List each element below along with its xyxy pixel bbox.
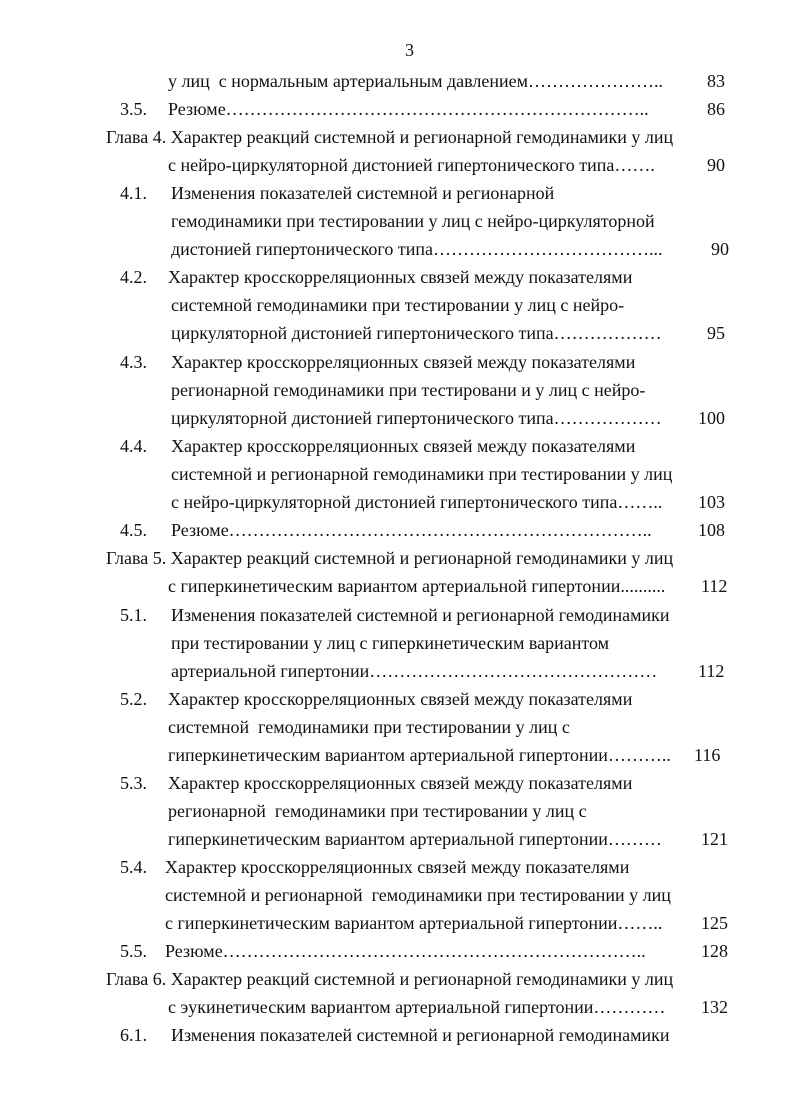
toc-line: системной гемодинамики при тестировании у лиц с bbox=[168, 717, 570, 737]
toc-chapter-title: Глава 5. Характер реакций системной и регионарной гемодинамики у лиц bbox=[106, 548, 674, 568]
toc-line: с гиперкинетическим вариантом артериальной гипертонии.......... bbox=[168, 576, 666, 596]
toc-line: Характер кросскорреляционных связей между показателями bbox=[168, 773, 633, 793]
toc-line: Резюме…………………………………………………………….. bbox=[171, 520, 652, 540]
toc-line: системной и регионарной гемодинамики при тестировании у лиц bbox=[165, 885, 671, 905]
toc-line: регионарной гемодинамики при тестировани и у лиц с нейро- bbox=[171, 380, 646, 400]
toc-line: Изменения показателей системной и регионарной bbox=[171, 183, 555, 203]
toc-chapter-title: Глава 4. Характер реакций системной и регионарной гемодинамики у лиц bbox=[106, 127, 674, 147]
toc-line: дистонией гипертонического типа………………………………... bbox=[171, 239, 663, 259]
toc-section-number: 5.3. bbox=[120, 773, 147, 793]
toc-line: Характер кросскорреляционных связей между показателями bbox=[171, 352, 636, 372]
toc-page-number: 116 bbox=[694, 745, 721, 765]
toc-section-number: 3.5. bbox=[120, 99, 147, 119]
toc-line: Характер кросскорреляционных связей между показателями bbox=[171, 436, 636, 456]
toc-line: Характер кросскорреляционных связей между показателями bbox=[168, 267, 633, 287]
toc-section-number: 5.1. bbox=[120, 605, 147, 625]
toc-page-number: 83 bbox=[707, 71, 725, 91]
toc-line: системной гемодинамики при тестировании у лиц с нейро- bbox=[171, 295, 625, 315]
toc-line: Изменения показателей системной и регионарной гемодинамики bbox=[171, 605, 670, 625]
toc-line: с нейро-циркуляторной дистонией гипертонического типа…….. bbox=[171, 492, 663, 512]
toc-line: с эукинетическим вариантом артериальной гипертонии………… bbox=[168, 997, 666, 1017]
toc-line: гиперкинетическим вариантом артериальной гипертонии……… bbox=[168, 829, 662, 849]
toc-section-number: 5.4. bbox=[120, 857, 147, 877]
toc-section-number: 5.2. bbox=[120, 689, 147, 709]
toc-section-number: 4.2. bbox=[120, 267, 147, 287]
toc-line: Резюме…………………………………………………………….. bbox=[168, 99, 649, 119]
toc-section-number: 4.5. bbox=[120, 520, 147, 540]
toc-page-number: 128 bbox=[701, 941, 728, 961]
toc-line: Изменения показателей системной и регионарной гемодинамики bbox=[171, 1025, 670, 1045]
toc-page-number: 103 bbox=[698, 492, 725, 512]
toc-page-number: 108 bbox=[698, 520, 725, 540]
toc-section-number: 6.1. bbox=[120, 1025, 147, 1045]
toc-line: с гиперкинетическим вариантом артериальной гипертонии…….. bbox=[165, 913, 663, 933]
toc-line: Характер кросскорреляционных связей между показателями bbox=[168, 689, 633, 709]
toc-page-number: 112 bbox=[701, 576, 728, 596]
toc-line: у лиц с нормальным артериальным давлением………………….. bbox=[168, 71, 664, 91]
toc-line: гемодинамики при тестировании у лиц с нейро-циркуляторной bbox=[171, 211, 655, 231]
toc-page-number: 112 bbox=[698, 661, 725, 681]
page-number: 3 bbox=[405, 40, 414, 60]
toc-line: артериальной гипертонии………………………………………… bbox=[171, 661, 658, 681]
toc-page-number: 132 bbox=[701, 997, 728, 1017]
toc-section-number: 4.1. bbox=[120, 183, 147, 203]
toc-page-number: 121 bbox=[701, 829, 728, 849]
toc-page-number: 90 bbox=[711, 239, 729, 259]
toc-section-number: 4.4. bbox=[120, 436, 147, 456]
toc-page-number: 95 bbox=[707, 323, 725, 343]
toc-page-number: 125 bbox=[701, 913, 728, 933]
toc-page-number: 90 bbox=[707, 155, 725, 175]
toc-line: гиперкинетическим вариантом артериальной гипертонии……….. bbox=[168, 745, 671, 765]
toc-line: при тестировании у лиц с гиперкинетическим вариантом bbox=[171, 633, 610, 653]
toc-line: Характер кросскорреляционных связей между показателями bbox=[165, 857, 630, 877]
toc-line: циркуляторной дистонией гипертонического типа……………… bbox=[171, 323, 662, 343]
toc-line: регионарной гемодинамики при тестировании у лиц с bbox=[168, 801, 587, 821]
toc-page-number: 100 bbox=[698, 408, 725, 428]
toc-line: Резюме…………………………………………………………….. bbox=[165, 941, 646, 961]
toc-line: системной и регионарной гемодинамики при тестировании у лиц bbox=[171, 464, 673, 484]
toc-section-number: 4.3. bbox=[120, 352, 147, 372]
toc-line: циркуляторной дистонией гипертонического типа……………… bbox=[171, 408, 662, 428]
toc-line: с нейро-циркуляторной дистонией гипертонического типа……. bbox=[168, 155, 655, 175]
toc-page-number: 86 bbox=[707, 99, 725, 119]
toc-section-number: 5.5. bbox=[120, 941, 147, 961]
toc-chapter-title: Глава 6. Характер реакций системной и регионарной гемодинамики у лиц bbox=[106, 969, 674, 989]
